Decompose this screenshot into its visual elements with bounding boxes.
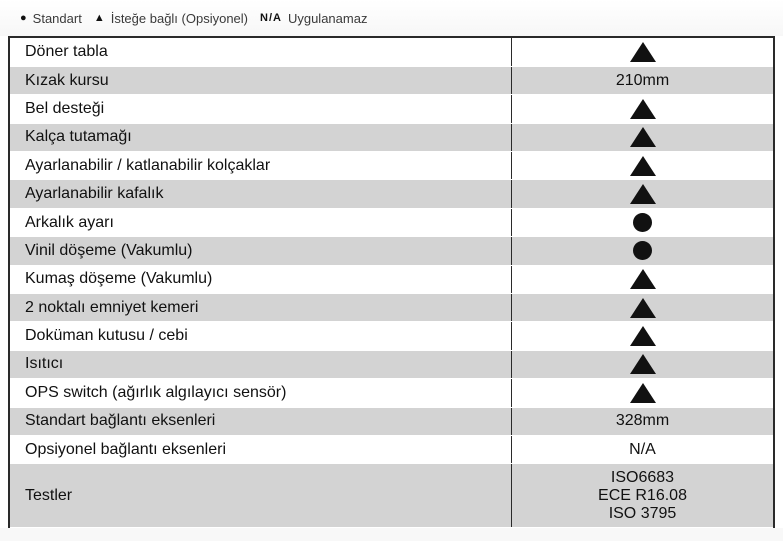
legend-standard-label: Standart bbox=[32, 10, 82, 26]
feature-name: Kalça tutamağı bbox=[10, 123, 512, 151]
table-row bbox=[10, 294, 773, 322]
test-standard: ECE R16.08 bbox=[598, 486, 687, 504]
feature-name: Döner tabla bbox=[10, 38, 512, 66]
feature-value: 328mm bbox=[512, 407, 774, 435]
feature-value: 210mm bbox=[512, 66, 774, 94]
feature-name: Ayarlanabilir kafalık bbox=[10, 180, 512, 208]
feature-value bbox=[512, 464, 774, 528]
legend-optional-label: İsteğe bağlı (Opsiyonel) bbox=[110, 10, 248, 26]
test-standard: ISO6683 bbox=[610, 468, 675, 486]
feature-name: 2 noktalı emniyet kemeri bbox=[10, 294, 512, 322]
table-row bbox=[10, 237, 773, 265]
legend-optional bbox=[94, 11, 248, 26]
optional-triangle-icon bbox=[630, 99, 656, 119]
optional-triangle-icon bbox=[630, 184, 656, 204]
feature-name: Vinil döşeme (Vakumlu) bbox=[10, 237, 512, 265]
table-row bbox=[10, 208, 773, 236]
table-row bbox=[10, 464, 773, 528]
optional-triangle-icon bbox=[630, 298, 656, 318]
optional-triangle-icon bbox=[630, 127, 656, 147]
feature-value bbox=[512, 95, 774, 123]
feature-name: Standart bağlantı eksenleri bbox=[10, 407, 512, 435]
optional-triangle-icon bbox=[630, 326, 656, 346]
na-symbol: N/A bbox=[260, 12, 282, 24]
table-row bbox=[10, 180, 773, 208]
feature-name: OPS switch (ağırlık algılayıcı sensör) bbox=[10, 379, 512, 407]
spec-table bbox=[10, 38, 773, 528]
optional-triangle-icon bbox=[630, 156, 656, 176]
legend-standard bbox=[20, 11, 82, 26]
optional-triangle-icon bbox=[630, 354, 656, 374]
table-row bbox=[10, 407, 773, 435]
feature-name: Testler bbox=[10, 464, 512, 528]
table-row bbox=[10, 123, 773, 151]
table-row bbox=[10, 435, 773, 463]
feature-value bbox=[512, 38, 774, 66]
standard-dot-icon bbox=[633, 241, 652, 260]
feature-value bbox=[512, 294, 774, 322]
feature-value bbox=[512, 322, 774, 350]
table-row bbox=[10, 350, 773, 378]
feature-value bbox=[512, 379, 774, 407]
table-row bbox=[10, 38, 773, 66]
table-row bbox=[10, 322, 773, 350]
optional-triangle-icon bbox=[630, 269, 656, 289]
spec-table-container bbox=[8, 36, 775, 528]
table-row bbox=[10, 265, 773, 293]
legend-bar bbox=[0, 0, 783, 36]
optional-triangle-icon bbox=[630, 42, 656, 62]
feature-name: Opsiyonel bağlantı eksenleri bbox=[10, 435, 512, 463]
feature-name: Ayarlanabilir / katlanabilir kolçaklar bbox=[10, 152, 512, 180]
feature-value bbox=[512, 237, 774, 265]
feature-value bbox=[512, 180, 774, 208]
standard-dot-icon bbox=[633, 213, 652, 232]
table-row bbox=[10, 152, 773, 180]
feature-value bbox=[512, 208, 774, 236]
feature-value: N/A bbox=[512, 435, 774, 463]
feature-name: Doküman kutusu / cebi bbox=[10, 322, 512, 350]
feature-value bbox=[512, 265, 774, 293]
spec-table-body bbox=[10, 38, 773, 528]
feature-value bbox=[512, 152, 774, 180]
bottom-margin bbox=[0, 528, 783, 541]
feature-value bbox=[512, 123, 774, 151]
optional-triangle-icon bbox=[630, 383, 656, 403]
legend-na bbox=[260, 11, 367, 26]
table-row bbox=[10, 95, 773, 123]
test-standard: ISO 3795 bbox=[608, 504, 677, 522]
feature-name: Kızak kursu bbox=[10, 66, 512, 94]
feature-name: Bel desteği bbox=[10, 95, 512, 123]
feature-name: Arkalık ayarı bbox=[10, 208, 512, 236]
feature-name: Isıtıcı bbox=[10, 350, 512, 378]
table-row bbox=[10, 66, 773, 94]
optional-triangle-icon: ▲ bbox=[93, 12, 105, 24]
feature-value bbox=[512, 350, 774, 378]
standard-dot-icon: ● bbox=[20, 12, 27, 24]
feature-name: Kumaş döşeme (Vakumlu) bbox=[10, 265, 512, 293]
legend-na-label: Uygulanamaz bbox=[287, 10, 368, 26]
table-row bbox=[10, 379, 773, 407]
